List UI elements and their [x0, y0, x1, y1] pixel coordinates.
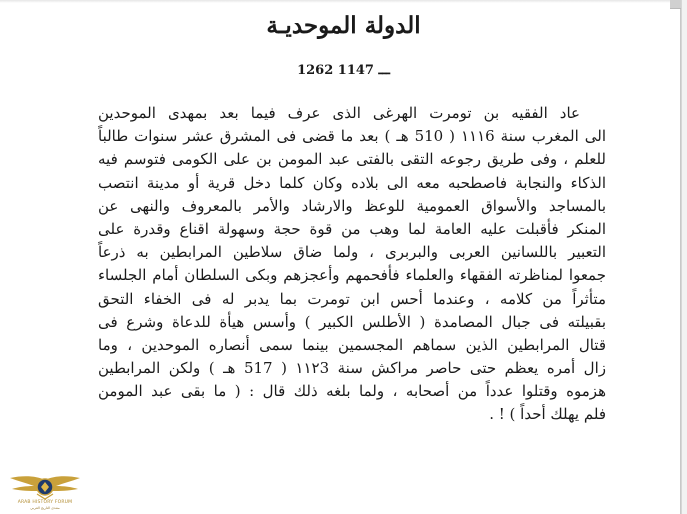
- logo-subcaption: منتدى التاريخ العربي: [30, 506, 60, 510]
- body-paragraph: [98, 102, 606, 427]
- logo-caption: ARAB HISTORY FORUM: [17, 500, 73, 505]
- text-line: متأثراً من كلامه ، وعندما أحس ابن تومرت بما يدبر له فى الخفاء التحق: [98, 289, 606, 308]
- text-line: جمعوا لمناظرته الفقهاء والعلماء فأفحمهم وأعجزهم وبكى السلطان أمام الجلساء: [98, 266, 606, 285]
- text-line: هزموه وقتلوا عدداً من أصحابه ، ولما بلغه ذلك قال : ( ما بقى عبد المومن: [98, 382, 606, 401]
- dynasty-dates: 1262 ـــ 1147: [297, 63, 390, 78]
- text-line: بالمساجد والأسواق العمومية للوعظ والارشاد والأمر بالمعروف والنهى عن: [98, 196, 606, 215]
- text-line: فلم يهلك أحداً ) ! .: [489, 405, 606, 424]
- text-line: بقبيلته فى جبال المصامدة ( الأطلس الكبير ) وأسس هيأة للدعاة وشرع فى: [98, 312, 606, 331]
- text-line: زال أمره يعظم حتى حاصر مراكش سنة ١١٢3 ( 517 هـ ) ولكن المرابطين: [98, 359, 606, 378]
- page-corner-marker: [670, 0, 681, 9]
- text-line: الى المغرب سنة ١١١6 ( 510 هـ ) بعد ما قضى فى المشرق عشر سنوات طالباً: [98, 127, 606, 146]
- page-top-shadow: [0, 0, 681, 3]
- text-line: المنكر فأقبلت عليه العامة لما وهب من قوة حجة وسهولة اقناع وقدرة على: [98, 219, 606, 238]
- text-line: للعلم ، وفى طريق رجوعه التقى بالفتى عبد المومن بن على الكومى فتوسم فيه: [98, 150, 606, 169]
- text-line: الذكاء والنجابة فاصطحبه معه الى بلاده وكان كلما دخل قرية أو مدينة انتصب: [98, 173, 606, 192]
- text-line: التعبير باللسانين العربى والبربرى ، ولما ضاق سلاطين المرابطين به ذرعاً: [98, 243, 606, 262]
- text-line: عاد الفقيه بن تومرت الهرغى الذى عرف فيما بعد بمهدى الموحدين: [98, 104, 580, 122]
- text-line: قتال المرابطين الذين سماهم المجسمين بينما سمى أنصاره الموحدين ، وما: [98, 335, 606, 354]
- page-title: الدولة الموحديـة: [266, 12, 421, 39]
